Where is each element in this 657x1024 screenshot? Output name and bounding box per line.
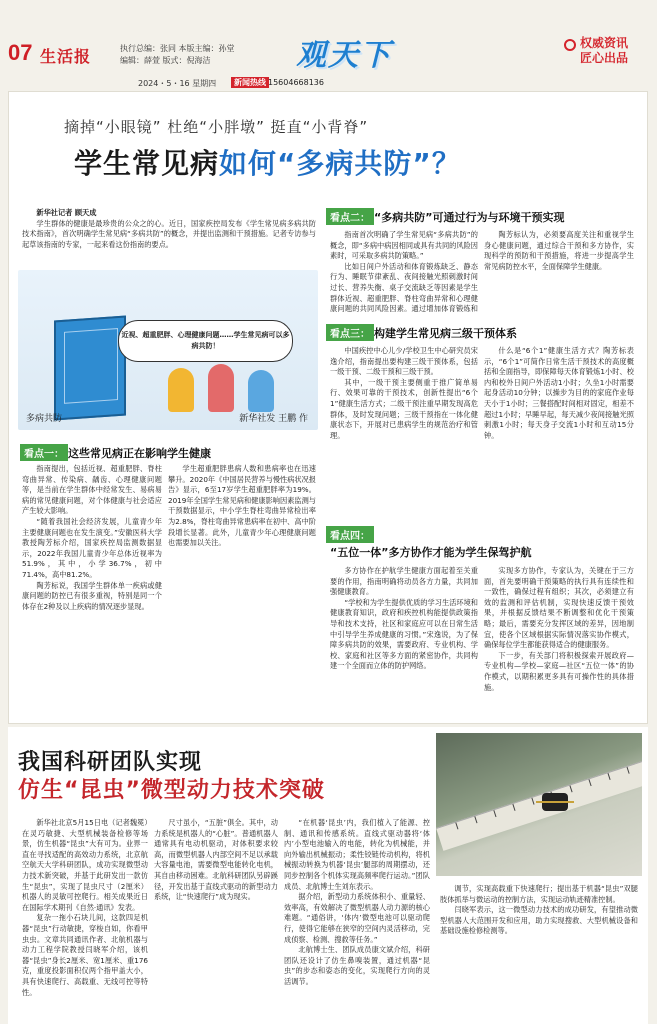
robot-insect-photo: [436, 733, 642, 876]
brand-line-2: 匠心出品: [580, 51, 629, 65]
byline: 新华社记者 顾天成: [36, 208, 97, 217]
point-1-col-a: [22, 464, 162, 716]
student-figure-icon: [248, 370, 274, 412]
point-1-col-b: [168, 464, 316, 716]
brand-line-1: 权威资讯: [580, 36, 629, 50]
paragraph: 陶芳标认为，必须要高度关注和重视学生身心健康问题，通过综合干预和多方协作，实现科学的预防和干预措施，将进一步提高学生常见病防控水平，全面保障学生健康。: [484, 230, 634, 271]
point-4-heading: [326, 524, 646, 543]
paragraph: 比如日间户外活动和体育锻炼缺乏、静态行为、睡眠节律紊乱、夜间接触光照刺激时间过长、营养失衡、桌子交流缺乏等因素是学生群体近视、超重肥胖、脊柱弯曲异常和心理健康问题的共同风险因素。通过增加体育锻炼和: [330, 261, 478, 314]
point-2-title: “多病共防”可通过行为与环境干预实现: [374, 211, 565, 224]
point-4-col-b: [484, 566, 634, 716]
point-1-heading: [20, 442, 320, 461]
point-3-col-b: [484, 346, 634, 516]
paragraph: 陶芳标说，我国学生群体单一疾病或健康问题的防控已有很多重视，特别是同一个体存在2种及以上疾病的情况逐步显现。: [22, 580, 162, 611]
article-2-title-line-1: 我国科研团队实现: [18, 750, 203, 775]
column-title: 观天下: [296, 38, 392, 73]
layout-line: 编辑：薛萱 版式：倪海洁: [120, 56, 211, 65]
point-3-heading: [326, 322, 646, 341]
paragraph: 北航博士生、团队成员康文斌介绍，科研团队还设计了仿生鼻嗅装置，通过机器“昆虫”的步态和姿态的变化，实现爬行方向的灵活调节。: [284, 945, 430, 986]
paragraph: 实现多方协作，专家认为，关键在于三方面，首先要明确干预策略的执行具有连续性和一致性，确保过程有组织；其次，必须建立有效的监测和评估机制，实现快速反馈干预效果，并根据反馈结果不断调整和优化干预策略；最后，需要充分发挥区域的差异，因地制宜，使各个区域根据实际情况落实协作模式，确保每位学生都能获得适合的健康服务。: [484, 566, 634, 650]
paragraph: 闫晓军表示，这一微型动力技术的成功研发，有望推动微型机器人大范围开发和应用，助力实现搜救、大型机械设备和基础设施检修检测等。: [440, 905, 638, 936]
paper-name: 生活报: [40, 47, 92, 66]
article-1-title: [74, 142, 461, 182]
title-part-2: 如何“多病共防”？: [219, 147, 461, 180]
article-2-col-3: [284, 818, 430, 1018]
paragraph: 学生超重肥胖患病人数和患病率也在迅速攀升。2020年《中国居民营养与慢性病状况报告》显示，6至17岁学生超重肥胖率为19%。2019年全国学生常见病和健康影响因素监测与干预数据显示，中小学生脊柱弯曲异常检出率为2.8%，脊柱弯曲异常患病率在初中、高中阶段增长显著。此外，儿童青少年心理健康问题也需要加以关注。: [168, 464, 316, 548]
point-2-tag: 看点二：: [326, 208, 374, 225]
title-part-1: 学生常见病: [74, 147, 220, 180]
intro-text: 学生群体的健康是最珍贵的公众之的心。近日，国家疾控局发布《学生常见病多病共防技术指南》，首次明确学生常见病“多病共防”的概念，并提出监测和干预措施。记者专访参与起草该指南的专家，一起来看这份指南的要点。: [22, 218, 316, 249]
point-2-col-b: [484, 230, 634, 314]
paragraph: 下一步，有关部门将积极探索开展政府—专业机构—学校—家庭—社区“五位一体”的协作模式，以期积累更多具有可操作性的具体措施。: [484, 650, 634, 692]
paragraph: 新华社北京5月15日电（记者魏冕）在灵巧敏捷、大型机械装备检修等场景，仿生机器“昆虫”大有可为。业界一直在寻找适配的高效动力系统，北京航空航天大学科研团队，成功实现微型动力技术新突破，并基于此研发出一款仿生“昆虫”，实现了昆虫尺寸（2厘米）机器人的灵敏可控爬行。相关成果近日在国际学术期刊《自然·通讯》发表。: [22, 818, 148, 912]
paragraph: 什么是“6个1”健康生活方式？陶芳标表示，“6个1”可简作日常生活干预技术的高度概括和全面指导，即保障每天体育锻炼1小时、校内和校外日间户外活动1小时；久坐1小时需要起身活动10分钟；以操步为目的的家庭作业每天小于1小时；三餐搭配时间相对固定，相差不超过1小时；早睡早起，每天减少夜间接触光照刺激1小时；每天身子交流1小时和互动15分钟。: [484, 346, 634, 440]
paragraph: 据介绍，新型动力系统体积小、重量轻、效率高，有效解决了微型机器人动力源的核心难题。“通俗讲，‘体内’微型电池可以驱动爬行，使得它能够在狭窄的空间内灵活移动，完成侦察、检测、搜救等任务。”: [284, 892, 430, 944]
speech-bubble: 近视、超重肥胖、心理健康问题……学生常见病可以多病共防！: [118, 320, 293, 362]
article-2-col-1: [22, 818, 148, 1018]
editor-line: 执行总编：张同 本版主编：孙堂: [120, 44, 235, 53]
paragraph: 指南首次明确了学生常见病“多病共防”的概念，即“多病中病因相同或具有共同的风险因素时，可采取多病共防策略。”: [330, 230, 478, 261]
article-2-col-2: [154, 818, 278, 1018]
point-1-tag: 看点一：: [20, 444, 68, 461]
point-1-title: 这些常见病正在影响学生健康: [68, 447, 211, 460]
illustration-caption: 多病共防: [26, 414, 63, 424]
paragraph: 指南提出，包括近视、超重肥胖、脊柱弯曲异常、传染病、龋齿、心理健康问题等，是当前在学生群体中经常发生、易病易病的常见健康问题，对个体健康与社会适应产生较大影响。: [22, 464, 162, 516]
point-2-heading: [326, 206, 646, 225]
brand-icon: [564, 39, 576, 51]
brand-slogan: [580, 36, 628, 66]
robot-insect-icon: [542, 793, 568, 811]
student-figure-icon: [168, 368, 194, 412]
paragraph: 多方协作在护航学生健康方面起着至关重要的作用，指南明确将动员各方力量，共同加强健康教育。: [330, 566, 478, 597]
point-2-col-a: [330, 230, 478, 314]
paragraph: 调节，实现高载重下快速爬行；提出基于机器“昆虫”双腿肢体抓举与微运动的控制方法，实现运动轨迹精准控制。: [440, 884, 638, 904]
paragraph: “在机器‘昆虫’内，我们植入了能源、控制、通讯和传感系统。直线式驱动器将‘体内’小型电池输入的电能，转化为机械能，并向外输出机械振动；柔性铰链传动机构，将机械振动转换为机器‘昆虫’腿部的周期摆动，还同步控制各个机体实现高频率爬行运动。”团队成员、北航博士生刘东表示。: [284, 818, 430, 891]
point-3-title: 构建学生常见病三级干预体系: [374, 327, 517, 340]
article-1-subtitle: 摘掉“小眼镜” 杜绝“小胖墩” 挺直“小背脊”: [64, 118, 369, 136]
paragraph: 中国疾控中心儿少/学校卫生中心研究员宋逸介绍，指南提出要构建三级干预体系，包括一级干预、二级干预和三级干预。: [330, 346, 478, 377]
illustration-credit: 新华社发 王鹏 作: [239, 414, 308, 424]
intro-block: [22, 208, 316, 266]
section-divider: [8, 724, 648, 727]
point-3-col-a: [330, 346, 478, 516]
point-4-tag: 看点四：: [326, 526, 374, 543]
point-4-col-a: [330, 566, 478, 716]
article-2-col-4: [440, 884, 638, 1018]
student-figure-icon: [208, 364, 234, 412]
article-2-title-line-2: 仿生“昆虫”微型动力技术突破: [18, 778, 325, 803]
book-icon: [54, 315, 126, 420]
cartoon-illustration: [18, 270, 318, 430]
point-3-tag: 看点三：: [326, 324, 374, 341]
issue-date: 2024・5・16 星期四: [138, 79, 217, 88]
hotline-label: 新闻热线: [231, 77, 269, 88]
paragraph: “随着我国社会经济发展，儿童青少年主要健康问题也在发生演变。”安徽医科大学教授陶芳标介绍，国家疾控局监测数据显示，2022年我国儿童青少年总体近视率为51.9%，其中，小学36.7%，初中71.4%，高中81.2%。: [22, 516, 162, 579]
paragraph: 尺寸虽小，“五脏”俱全。其中，动力系统是机器人的“心脏”。普通机器人通常具有电动机驱动，对体积要求较高，而微型机器人内部空间不足以承载大容量电池，需要微型电能转化电机，其自由移动困难。北航科研团队另辟蹊径，开发出基于直线式驱动的新型动力系统，让“快速爬行”成为现实。: [154, 818, 278, 902]
paragraph: 其中，一级干预主要侧重于推广简单易行、效果可靠的干预技术，创新性提出“6个1”健康生活方式；二级干预注重早期发现高危群体，及时发现问题；三级干预指在一体化健康状态下，开展对已患病学生的规范治疗和管理。: [330, 377, 478, 440]
point-4-title: “五位一体”多方协作才能为学生保驾护航: [330, 546, 532, 559]
hotline-number: 15604668136: [268, 78, 324, 87]
paragraph: “学校和为学生提供优质的学习生活环境和健康教育知识，政府和疾控机构能提供政策指导和技术支持，社区和家庭应可以在日常生活中引导学生养成健康的习惯。”宋逸说，为了保障多病共防的效果，需要政府、专业机构、学校、家庭和社区等多方面的紧密协作，共同构建一个全面而立体的防护网络。: [330, 597, 478, 671]
paragraph: 复杂一拖小石块儿间，这款四足机器“昆虫”行动敏捷，穿梭自如，你看甲虫虫。文章共同通讯作者、北航机器与动力工程学院教授闫晓军介绍，该机器“昆虫”身长2厘米、宽1厘米、重176克，重度投影面积仅两个指甲盖大小，具有快速爬行、高载重、无线可控等特性。: [22, 913, 148, 997]
page-number: 07: [8, 40, 33, 65]
